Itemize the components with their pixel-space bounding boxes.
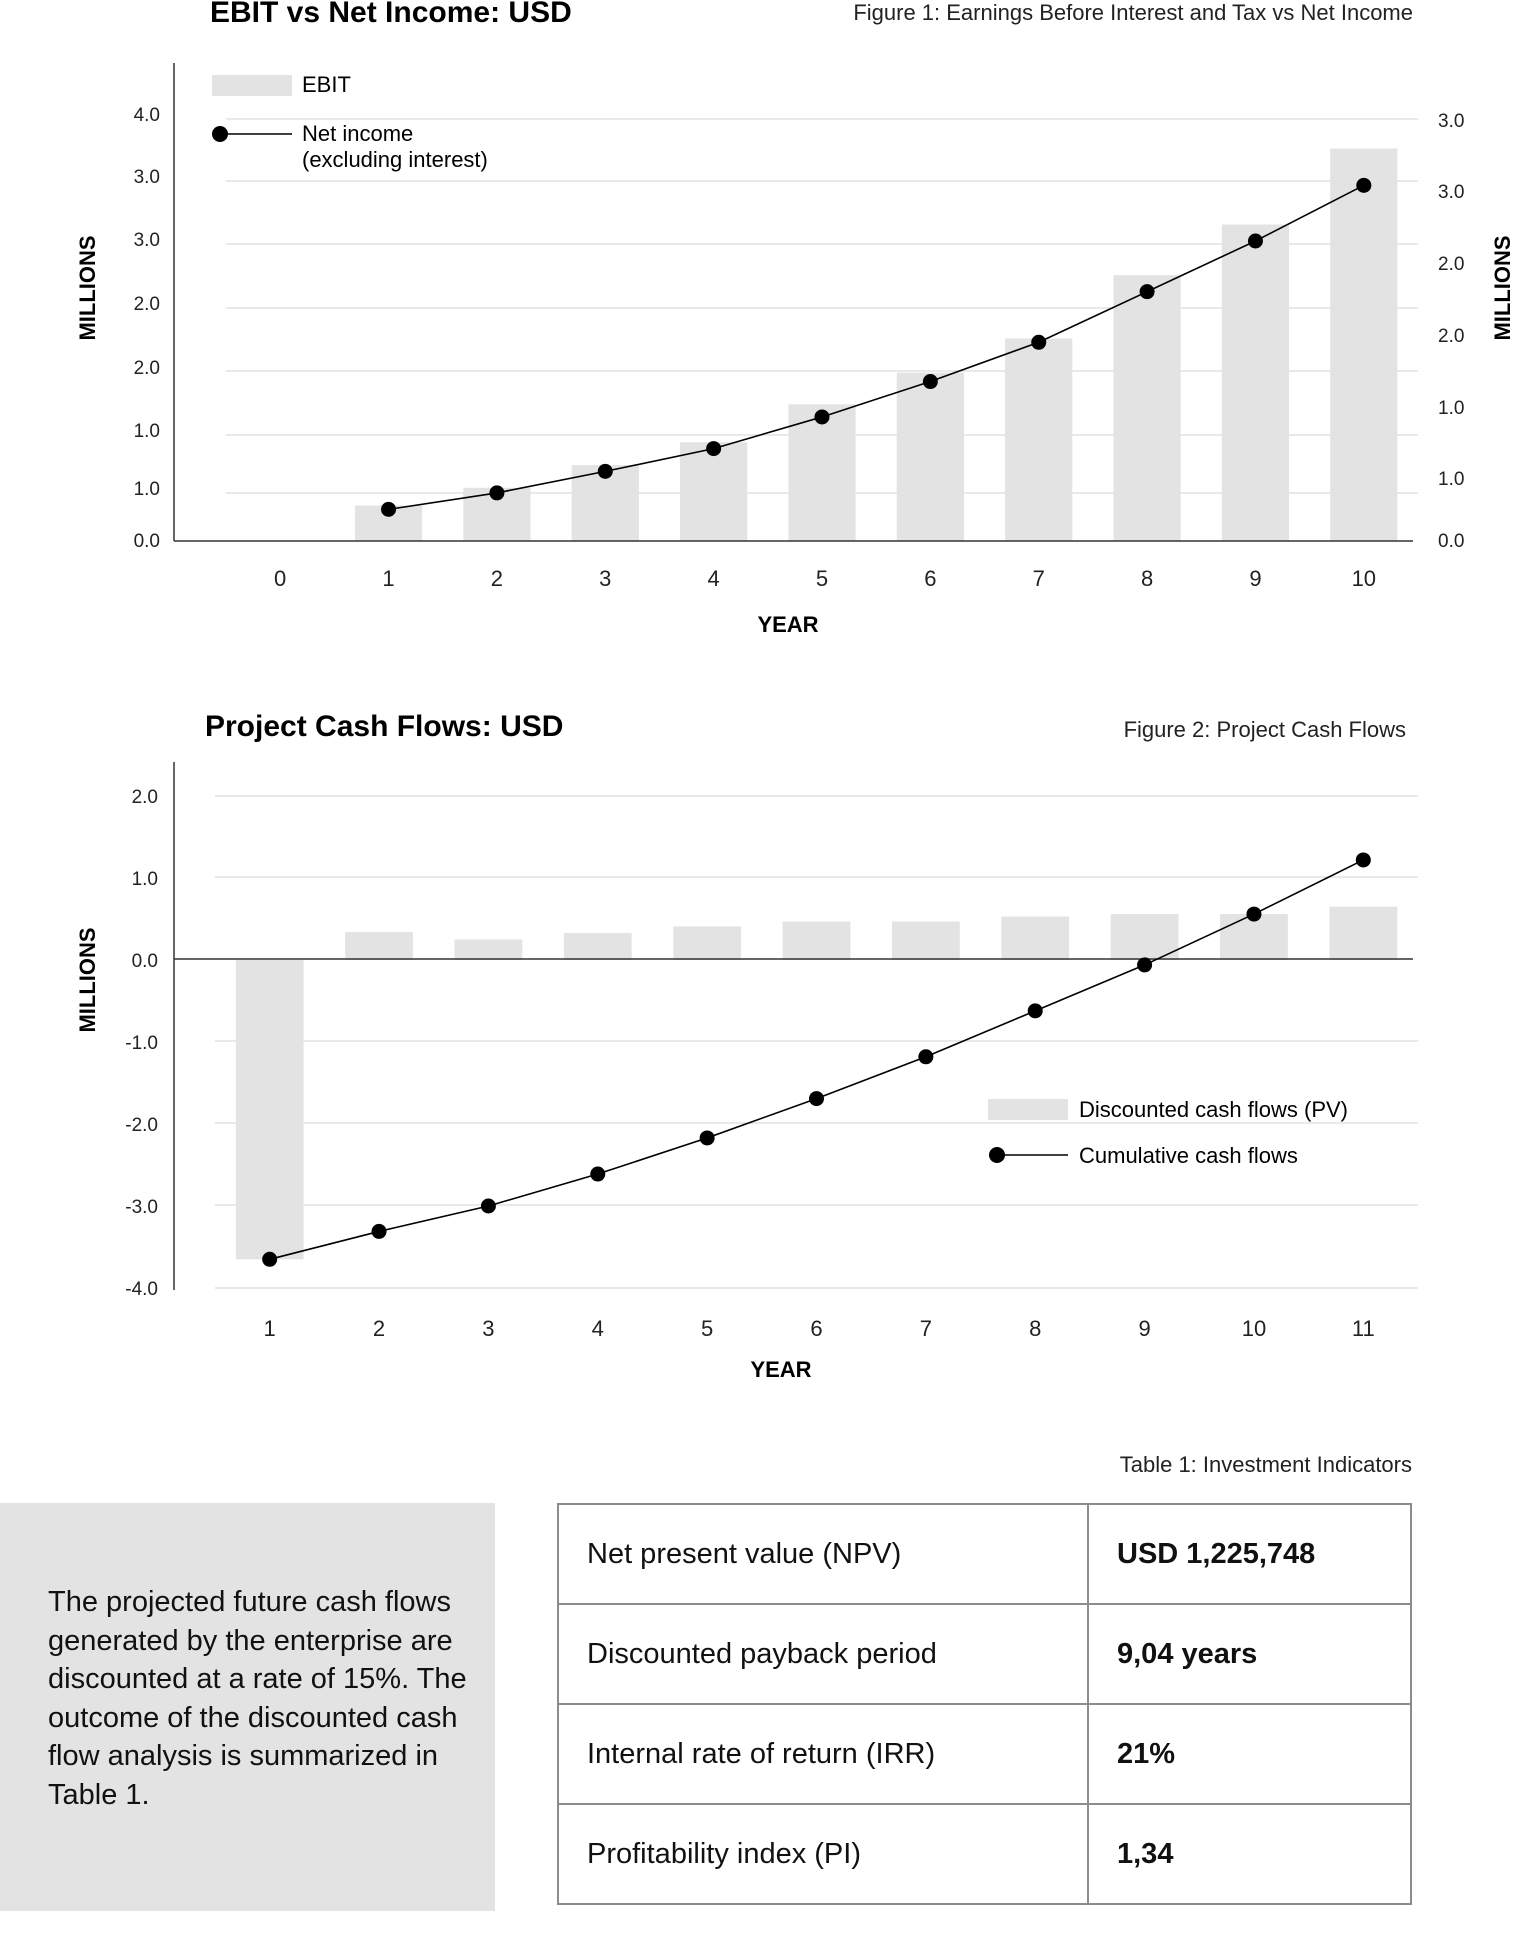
data-point xyxy=(1246,907,1261,922)
legend-swatch-discounted xyxy=(988,1099,1068,1120)
y-axis-label-right: MILLIONS xyxy=(1490,235,1515,341)
x-axis-label: YEAR xyxy=(757,612,819,637)
data-point xyxy=(809,1091,824,1106)
y-tick-label: 2.0 xyxy=(1438,326,1465,347)
legend-label-ebit: EBIT xyxy=(302,72,351,97)
bar xyxy=(1330,149,1397,541)
table-row xyxy=(558,1504,1411,1604)
x-tick-label: 2 xyxy=(490,566,504,591)
x-tick-label: 1 xyxy=(263,1316,276,1341)
legend-marker-cumulative xyxy=(989,1147,1005,1163)
series-line xyxy=(389,185,1364,509)
y-tick-label: 3.0 xyxy=(133,167,160,188)
bar xyxy=(673,926,741,960)
data-point xyxy=(706,441,721,456)
x-tick-labels xyxy=(274,566,1376,591)
y-tick-label: -3.0 xyxy=(125,1197,158,1218)
bar xyxy=(892,921,960,960)
y-tick-label: -2.0 xyxy=(125,1115,158,1136)
bar xyxy=(236,960,304,1259)
x-tick-label: 6 xyxy=(924,566,937,591)
summary-note-box xyxy=(0,1503,495,1911)
legend xyxy=(212,72,488,172)
data-point xyxy=(1356,178,1371,193)
project-cash-flows-chart xyxy=(0,690,1515,1420)
x-tick-label: 10 xyxy=(1241,1316,1267,1341)
x-tick-label: 8 xyxy=(1140,566,1154,591)
x-tick-label: 1 xyxy=(382,566,395,591)
indicator-value: 9,04 years xyxy=(1088,1604,1411,1704)
indicator-label: Net present value (NPV) xyxy=(558,1504,1088,1604)
table-caption: Table 1: Investment Indicators xyxy=(1119,1452,1412,1477)
bar xyxy=(345,932,413,960)
right-y-tick-labels xyxy=(1438,111,1464,552)
x-tick-label: 7 xyxy=(919,1316,932,1341)
data-point xyxy=(815,409,830,424)
bar xyxy=(1329,907,1397,960)
bar xyxy=(564,933,632,960)
x-tick-label: 5 xyxy=(701,1316,714,1341)
legend-label-discounted: Discounted cash flows (PV) xyxy=(1079,1097,1348,1122)
data-point xyxy=(700,1130,715,1145)
ebit-vs-net-income-chart xyxy=(0,0,1515,660)
grid-lines xyxy=(215,796,1418,1288)
data-point xyxy=(1248,234,1263,249)
data-point xyxy=(1028,1003,1043,1018)
bar xyxy=(1113,275,1180,541)
figure-caption: Figure 1: Earnings Before Interest and Tax vs Net Income xyxy=(853,0,1413,25)
y-tick-labels xyxy=(125,787,158,1300)
bar xyxy=(1222,225,1289,541)
y-axis-label-left: MILLIONS xyxy=(75,235,100,341)
x-tick-label: 0 xyxy=(274,566,287,591)
y-axis-label: MILLIONS xyxy=(75,927,100,1033)
bar xyxy=(897,373,964,541)
y-tick-label: 0.0 xyxy=(131,951,158,972)
y-tick-label: 2.0 xyxy=(133,358,160,379)
y-tick-label: -4.0 xyxy=(125,1279,158,1300)
x-tick-label: 3 xyxy=(599,566,612,591)
bar xyxy=(1001,917,1069,960)
legend-label-cumulative: Cumulative cash flows xyxy=(1079,1143,1298,1168)
y-tick-label: 2.0 xyxy=(133,294,160,315)
x-tick-label: 11 xyxy=(1351,1316,1375,1341)
indicator-label: Internal rate of return (IRR) xyxy=(558,1704,1088,1804)
y-tick-label: 0.0 xyxy=(1438,531,1465,552)
bar xyxy=(1005,338,1072,541)
bar xyxy=(680,442,747,541)
legend-marker-net-income xyxy=(212,126,228,142)
y-tick-label: 2.0 xyxy=(1438,254,1465,275)
x-axis-label: YEAR xyxy=(750,1357,812,1382)
x-tick-label: 10 xyxy=(1351,566,1377,591)
x-tick-label: 4 xyxy=(707,566,720,591)
x-tick-label: 9 xyxy=(1249,566,1262,591)
x-tick-label: 5 xyxy=(815,566,829,591)
data-point xyxy=(1140,284,1155,299)
x-tick-label: 7 xyxy=(1032,566,1045,591)
table-row xyxy=(558,1804,1411,1904)
y-tick-label: -1.0 xyxy=(125,1033,158,1054)
y-tick-label: 1.0 xyxy=(133,479,160,500)
indicator-value: 21% xyxy=(1088,1704,1411,1804)
y-tick-label: 1.0 xyxy=(133,421,160,442)
indicator-label: Discounted payback period xyxy=(558,1604,1088,1704)
data-point xyxy=(598,464,613,479)
y-tick-label: 1.0 xyxy=(131,869,158,890)
ebit-bars xyxy=(355,149,1397,541)
table-row xyxy=(558,1604,1411,1704)
indicator-value: 1,34 xyxy=(1088,1804,1411,1904)
x-tick-label: 6 xyxy=(810,1316,823,1341)
data-point xyxy=(1031,335,1046,350)
y-tick-label: 3.0 xyxy=(1438,182,1465,203)
x-tick-labels xyxy=(264,1316,1375,1341)
y-tick-label: 2.0 xyxy=(131,787,158,808)
data-point xyxy=(923,374,938,389)
data-point xyxy=(590,1167,605,1182)
table-row xyxy=(558,1704,1411,1804)
data-point xyxy=(372,1224,387,1239)
data-point xyxy=(1137,957,1152,972)
data-point xyxy=(489,485,504,500)
legend-label-net-income-sub: (excluding interest) xyxy=(302,147,488,172)
y-tick-label: 3.0 xyxy=(1438,111,1465,132)
series-line xyxy=(270,860,1364,1259)
bar xyxy=(783,921,851,960)
x-tick-label: 4 xyxy=(591,1316,604,1341)
x-tick-label: 9 xyxy=(1138,1316,1151,1341)
y-tick-label: 4.0 xyxy=(133,105,160,126)
y-tick-label: 1.0 xyxy=(1438,398,1465,419)
data-point xyxy=(481,1199,496,1214)
investment-indicators-table xyxy=(557,1503,1412,1905)
chart-title: EBIT vs Net Income: USD xyxy=(210,0,572,29)
indicator-label: Profitability index (PI) xyxy=(558,1804,1088,1904)
summary-note-text: The projected future cash flows generated by the enterprise are discounted at a rate of 15%. The outcome of the discounted cash flow analysis is summarized in Table 1. xyxy=(48,1586,467,1811)
data-point xyxy=(918,1049,933,1064)
legend-label-net-income: Net income xyxy=(302,121,414,146)
left-y-tick-labels xyxy=(134,105,160,552)
bar xyxy=(455,940,523,961)
x-tick-label: 2 xyxy=(372,1316,386,1341)
y-tick-label: 0.0 xyxy=(133,531,160,552)
x-tick-label: 3 xyxy=(482,1316,495,1341)
legend-swatch-ebit xyxy=(212,75,292,96)
y-tick-label: 1.0 xyxy=(1438,469,1465,490)
y-tick-label: 3.0 xyxy=(133,230,160,251)
bar xyxy=(788,404,855,541)
data-point xyxy=(1356,852,1371,867)
x-tick-label: 8 xyxy=(1029,1316,1042,1341)
data-point xyxy=(381,502,396,517)
data-point xyxy=(262,1252,277,1267)
indicator-value: USD 1,225,748 xyxy=(1088,1504,1411,1604)
legend xyxy=(988,1097,1348,1168)
chart-title: Project Cash Flows: USD xyxy=(205,710,564,743)
figure-caption: Figure 2: Project Cash Flows xyxy=(1123,717,1406,742)
